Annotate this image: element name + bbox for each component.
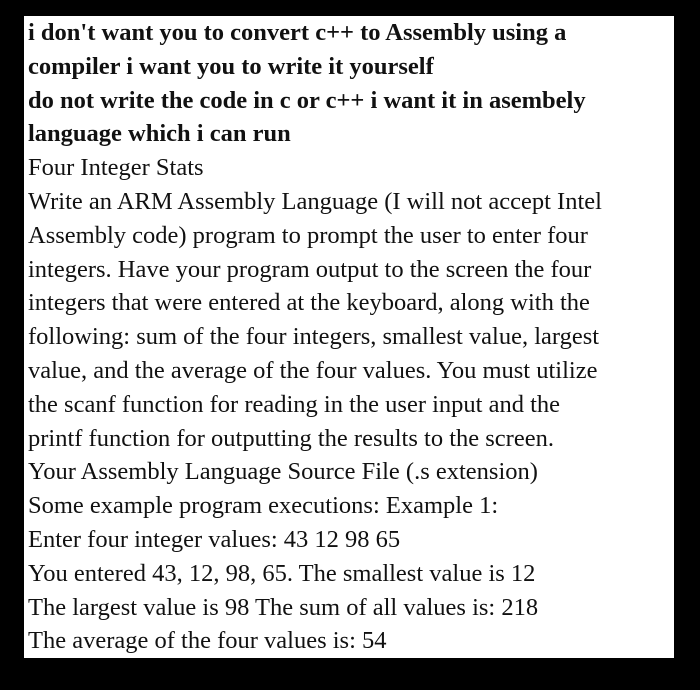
instruction-line-1: i don't want you to convert c++ to Assembly using a bbox=[28, 19, 567, 46]
example-line-2: You entered 43, 12, 98, 65. The smallest value is 12 bbox=[28, 559, 536, 587]
source-file-line: Your Assembly Language Source File (.s extension) bbox=[28, 458, 538, 486]
assignment-title: Four Integer Stats bbox=[28, 154, 204, 182]
body-line-2: Assembly code) program to prompt the user to enter four bbox=[28, 221, 588, 249]
instruction-line-2: compiler i want you to write it yourself bbox=[28, 52, 434, 80]
body-line-3: integers. Have your program output to the screen the four bbox=[28, 255, 592, 283]
example-heading: Some example program executions: Example 1: bbox=[28, 492, 499, 520]
instruction-line-3: do not write the code in c or c++ i want it in asembely bbox=[28, 86, 586, 114]
body-line-1: Write an ARM Assembly Language (I will not accept Intel bbox=[28, 187, 602, 215]
example-line-3: The largest value is 98 The sum of all values is: 218 bbox=[28, 593, 539, 621]
body-line-6: value, and the average of the four values. You must utilize bbox=[28, 356, 598, 384]
body-line-7: the scanf function for reading in the user input and the bbox=[28, 390, 561, 418]
body-line-8: printf function for outputting the results to the screen. bbox=[28, 424, 554, 452]
body-line-4: integers that were entered at the keyboard, along with the bbox=[28, 289, 590, 317]
body-line-5: following: sum of the four integers, smallest value, largest bbox=[28, 323, 600, 351]
example-line-1: Enter four integer values: 43 12 98 65 bbox=[28, 525, 401, 553]
document-panel bbox=[24, 16, 674, 658]
example-line-4: The average of the four values is: 54 bbox=[28, 627, 387, 655]
instruction-line-4: language which i can run bbox=[28, 120, 291, 148]
